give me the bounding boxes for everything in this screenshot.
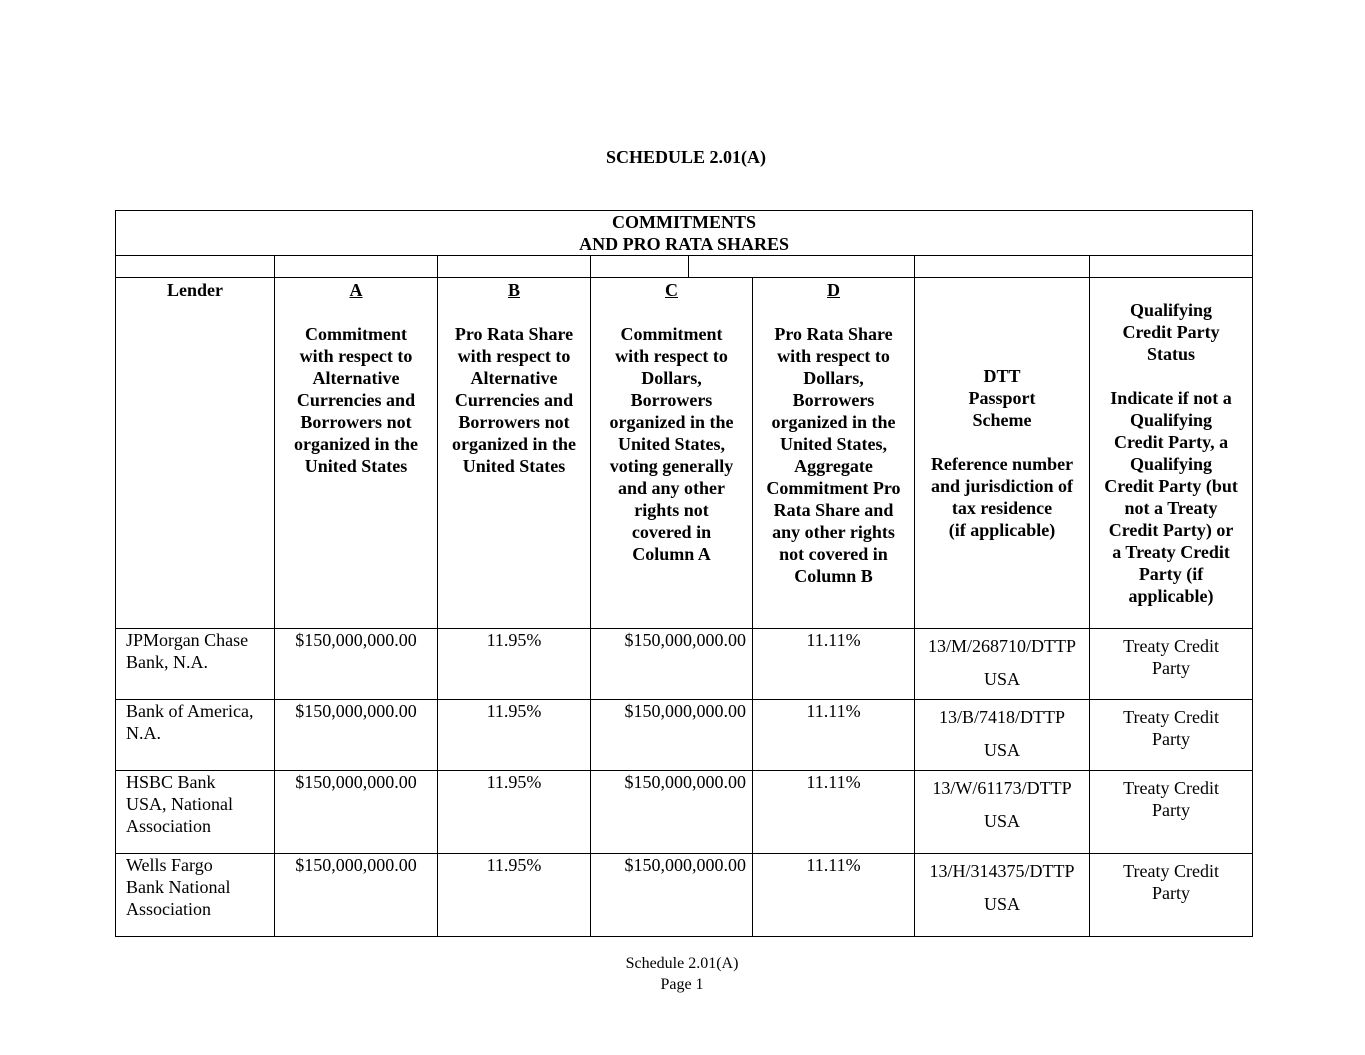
dtt-reference: 13/M/268710/DTTP xyxy=(927,636,1076,656)
commitment-usd-cell xyxy=(591,771,753,854)
header-text-line: Borrowers xyxy=(792,390,875,410)
qcp-status-line: Treaty Credit xyxy=(1123,636,1219,656)
lender-cell xyxy=(116,771,275,854)
qcp-cell xyxy=(1090,629,1253,700)
commitment-usd-value: $150,000,000.00 xyxy=(624,772,746,792)
commitments-table xyxy=(115,210,1253,937)
header-text-line: Reference number xyxy=(930,454,1074,474)
dtt-country: USA xyxy=(983,811,1020,831)
col-c-description xyxy=(591,323,752,565)
header-text-line: Scheme xyxy=(972,410,1032,430)
header-lender xyxy=(116,278,275,629)
header-text-line: with respect to xyxy=(457,346,571,366)
spacer-cell xyxy=(438,256,591,278)
col-c-letter: C xyxy=(665,280,678,300)
lender-name-line: Bank National xyxy=(126,877,231,897)
header-text-line: Commitment xyxy=(305,324,407,344)
header-text-line: Rata Share and xyxy=(773,500,894,520)
dtt-cell xyxy=(915,771,1090,854)
spacer-row xyxy=(116,256,1253,278)
qcp-cell xyxy=(1090,771,1253,854)
qcp-status-line: Treaty Credit xyxy=(1123,778,1219,798)
col-d-letter: D xyxy=(827,280,840,300)
dtt-subtitle xyxy=(915,453,1089,541)
spacer-cell xyxy=(1090,256,1253,278)
qcp-status-line: Party xyxy=(1152,729,1191,749)
qcp-cell xyxy=(1090,854,1253,937)
col-a-description xyxy=(275,323,437,477)
header-text-line: Dollars, xyxy=(803,368,864,388)
commitment-usd-value: $150,000,000.00 xyxy=(624,855,746,875)
header-text-line: Passport xyxy=(968,388,1036,408)
header-text-line: with respect to xyxy=(615,346,728,366)
commitment-alt-value: $150,000,000.00 xyxy=(295,855,417,875)
col-d-description xyxy=(753,323,914,587)
header-text-line: Column A xyxy=(632,544,711,564)
header-text-line: voting generally xyxy=(609,456,734,476)
lender-name-line: JPMorgan Chase xyxy=(126,630,249,650)
commitment-alt-value: $150,000,000.00 xyxy=(295,701,417,721)
header-text-line: applicable) xyxy=(1128,586,1214,606)
col-a-letter: A xyxy=(349,280,363,300)
header-text-line: organized in the xyxy=(452,434,576,454)
spacer-cell xyxy=(275,256,438,278)
lender-name-line: HSBC Bank xyxy=(126,772,216,792)
share-usd-cell xyxy=(753,771,915,854)
commitment-alt-cell xyxy=(275,771,438,854)
header-text-line: and jurisdiction of xyxy=(930,476,1074,496)
header-text-line: a Treaty Credit xyxy=(1112,542,1230,562)
commitment-alt-cell xyxy=(275,854,438,937)
header-text-line: Pro Rata Share xyxy=(774,324,893,344)
header-text-line: Indicate if not a xyxy=(1110,388,1232,408)
header-text-line: Qualifying xyxy=(1130,454,1213,474)
header-text-line: United States, xyxy=(618,434,725,454)
header-text-line: United States xyxy=(462,456,566,476)
header-qcp xyxy=(1090,278,1253,629)
commitment-alt-cell xyxy=(275,700,438,771)
header-text-line: Credit Party, a xyxy=(1113,432,1229,452)
header-text-line: Qualifying xyxy=(1130,300,1213,320)
share-alt-value: 11.95% xyxy=(486,855,542,875)
share-alt-cell xyxy=(438,771,591,854)
qcp-subtitle xyxy=(1090,387,1252,607)
col-b-description xyxy=(438,323,590,477)
share-usd-cell xyxy=(753,854,915,937)
header-text-line: any other rights xyxy=(772,522,895,542)
share-usd-cell xyxy=(753,700,915,771)
dtt-country: USA xyxy=(983,669,1020,689)
header-lender-label: Lender xyxy=(167,280,223,300)
dtt-reference: 13/H/314375/DTTP xyxy=(929,861,1075,881)
header-text-line: United States xyxy=(304,456,408,476)
header-text-line: Dollars, xyxy=(641,368,702,388)
header-text-line: with respect to xyxy=(299,346,413,366)
share-usd-value: 11.11% xyxy=(806,772,861,792)
header-text-line: with respect to xyxy=(777,346,890,366)
qcp-status-line: Treaty Credit xyxy=(1123,707,1219,727)
header-text-line: Alternative xyxy=(470,368,558,388)
header-dtt xyxy=(915,278,1090,629)
header-text-line: tax residence xyxy=(951,498,1053,518)
header-text-line: Qualifying xyxy=(1130,410,1213,430)
table-row xyxy=(116,700,1253,771)
commitment-usd-cell xyxy=(591,629,753,700)
commitment-alt-cell xyxy=(275,629,438,700)
commitment-alt-value: $150,000,000.00 xyxy=(295,630,417,650)
qcp-cell xyxy=(1090,700,1253,771)
header-text-line: rights not xyxy=(634,500,709,520)
share-usd-value: 11.11% xyxy=(806,630,861,650)
header-text-line: Party (if xyxy=(1138,564,1204,584)
header-row xyxy=(116,278,1253,629)
spacer-cell xyxy=(116,256,275,278)
header-text-line: Currencies and xyxy=(454,390,574,410)
lender-name-line: Bank of America, xyxy=(126,701,254,721)
qcp-status-line: Party xyxy=(1152,883,1191,903)
header-text-line: not a Treaty xyxy=(1124,498,1218,518)
header-text-line: DTT xyxy=(983,366,1021,386)
header-text-line: Column B xyxy=(794,566,873,586)
header-text-line: Pro Rata Share xyxy=(454,324,574,344)
footer-page-number: Page 1 xyxy=(660,976,704,993)
dtt-country: USA xyxy=(983,894,1020,914)
lender-cell xyxy=(116,629,275,700)
page-footer xyxy=(0,953,1364,995)
commitment-usd-cell xyxy=(591,700,753,771)
header-text-line: Borrowers xyxy=(630,390,713,410)
header-text-line: organized in the xyxy=(294,434,418,454)
footer-schedule-label: Schedule 2.01(A) xyxy=(625,955,739,972)
share-alt-value: 11.95% xyxy=(486,630,542,650)
table-caption-line1: COMMITMENTS xyxy=(612,212,757,232)
table-row xyxy=(116,629,1253,700)
header-text-line: Credit Party) or xyxy=(1108,520,1234,540)
share-alt-value: 11.95% xyxy=(486,772,542,792)
lender-cell xyxy=(116,854,275,937)
header-text-line: and any other xyxy=(617,478,725,498)
dtt-country: USA xyxy=(983,740,1020,760)
share-alt-cell xyxy=(438,629,591,700)
header-text-line: Aggregate xyxy=(794,456,873,476)
dtt-reference: 13/W/61173/DTTP xyxy=(932,778,1072,798)
spacer-cell xyxy=(915,256,1090,278)
header-col-c xyxy=(591,278,753,629)
header-text-line: not covered in xyxy=(779,544,888,564)
lender-name-line: Bank, N.A. xyxy=(126,652,208,672)
dtt-title xyxy=(915,365,1089,431)
header-col-b xyxy=(438,278,591,629)
lender-name-line: Association xyxy=(126,899,211,919)
commitment-alt-value: $150,000,000.00 xyxy=(295,772,417,792)
share-alt-cell xyxy=(438,854,591,937)
share-usd-value: 11.11% xyxy=(806,701,861,721)
share-usd-value: 11.11% xyxy=(806,855,861,875)
dtt-reference: 13/B/7418/DTTP xyxy=(938,707,1065,727)
qcp-status-line: Party xyxy=(1152,800,1191,820)
col-b-letter: B xyxy=(507,280,520,300)
lender-name-line: Wells Fargo xyxy=(126,855,213,875)
page-title: SCHEDULE 2.01(A) xyxy=(605,147,766,167)
header-text-line: Status xyxy=(1147,344,1196,364)
header-text-line: Credit Party xyxy=(1122,322,1220,342)
commitment-usd-value: $150,000,000.00 xyxy=(624,630,746,650)
header-text-line: Borrowers not xyxy=(458,412,570,432)
dtt-cell xyxy=(915,700,1090,771)
header-text-line: Commitment Pro xyxy=(766,478,901,498)
header-text-line: Credit Party (but xyxy=(1104,476,1238,496)
header-text-line: Currencies and xyxy=(296,390,416,410)
qcp-status-line: Treaty Credit xyxy=(1123,861,1219,881)
header-text-line: organized in the xyxy=(609,412,734,432)
qcp-title xyxy=(1090,299,1252,365)
header-text-line: United States, xyxy=(780,434,887,454)
table-row xyxy=(116,854,1253,937)
lender-name-line: USA, National xyxy=(126,794,233,814)
share-alt-value: 11.95% xyxy=(486,701,542,721)
header-text-line: Alternative xyxy=(312,368,400,388)
header-text-line: organized in the xyxy=(771,412,896,432)
lender-cell xyxy=(116,700,275,771)
lender-name-line: N.A. xyxy=(126,723,161,743)
header-col-d xyxy=(753,278,915,629)
header-text-line: covered in xyxy=(631,522,712,542)
commitment-usd-value: $150,000,000.00 xyxy=(624,701,746,721)
table-caption-line2: AND PRO RATA SHARES xyxy=(579,234,789,254)
share-usd-cell xyxy=(753,629,915,700)
header-text-line: (if applicable) xyxy=(948,520,1056,540)
header-text-line: Commitment xyxy=(620,324,723,344)
lender-name-line: Association xyxy=(126,816,211,836)
table-caption xyxy=(116,211,1253,256)
header-col-a xyxy=(275,278,438,629)
header-text-line: Borrowers not xyxy=(300,412,412,432)
table-row xyxy=(116,771,1253,854)
spacer-cell-split xyxy=(591,256,915,278)
qcp-status-line: Party xyxy=(1152,658,1191,678)
share-alt-cell xyxy=(438,700,591,771)
dtt-cell xyxy=(915,854,1090,937)
dtt-cell xyxy=(915,629,1090,700)
commitment-usd-cell xyxy=(591,854,753,937)
